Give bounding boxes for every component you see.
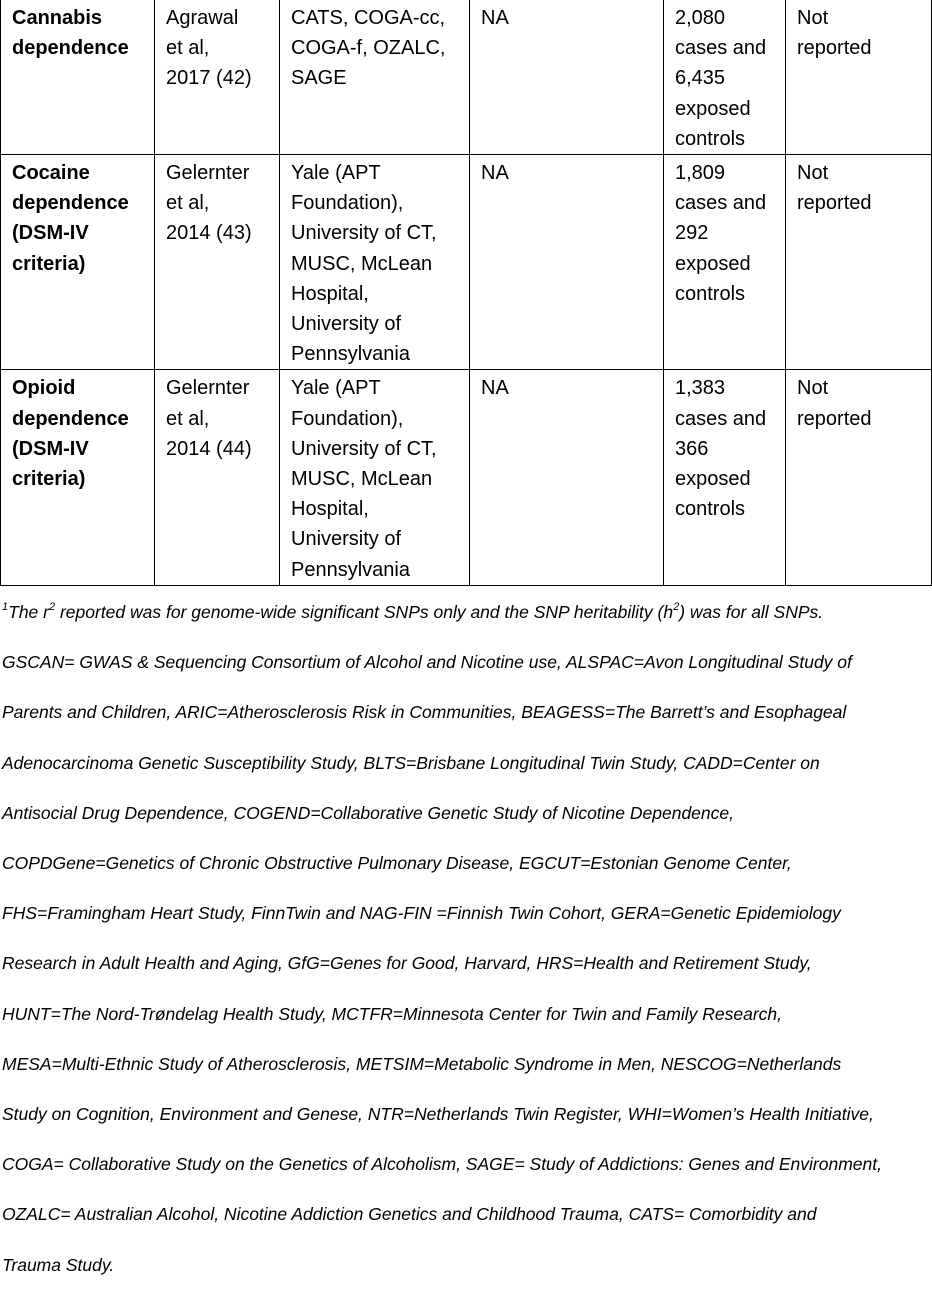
phenotype-cell — [1, 155, 155, 370]
heritability-line: Not — [797, 377, 829, 400]
footnote-text: reported was for genome-wide significant SNPs only and the SNP heritability (h — [55, 602, 674, 622]
abbreviation-line: FHS=Framingham Heart Study, FinnTwin and NAG-FIN =Finnish Twin Cohort, GERA=Genetic Epidemiology — [2, 903, 841, 924]
r2-cell — [470, 0, 664, 155]
r2-line: NA — [481, 7, 509, 29]
sample-size-line: 1,809 — [675, 162, 726, 185]
phenotype-line: (DSM-IV — [12, 222, 89, 245]
phenotype-line: criteria) — [12, 252, 86, 275]
abbreviation-line: Parents and Children, ARIC=Atherosclerosis Risk in Communities, BEAGESS=The Barrett’s and Esophageal — [2, 702, 847, 723]
study-cell — [155, 0, 280, 155]
phenotype-line: Cocaine — [12, 162, 90, 185]
abbreviation-line: Trauma Study. — [2, 1254, 115, 1275]
sample-size-line: cases and — [675, 192, 767, 215]
sample-size-line: controls — [675, 282, 746, 305]
samples-line: Foundation), — [291, 407, 404, 430]
study-line: Agrawal — [166, 7, 239, 29]
samples-cell — [280, 370, 470, 585]
abbreviation-line: GSCAN= GWAS & Sequencing Consortium of Alcohol and Nicotine use, ALSPAC=Avon Longitudinal Study of — [2, 652, 852, 673]
r2-cell — [470, 370, 664, 585]
abbreviation-line: COGA= Collaborative Study on the Genetics of Alcoholism, SAGE= Study of Addictions: Genes and Environment, — [2, 1154, 882, 1175]
sample-size-line: exposed — [675, 252, 751, 275]
phenotype-cell — [1, 0, 155, 155]
samples-line: University of — [291, 313, 402, 336]
sample-size-line: 366 — [675, 437, 709, 460]
study-line: et al, — [166, 407, 210, 430]
heritability-line: reported — [797, 407, 872, 430]
samples-line: MUSC, McLean — [291, 252, 433, 275]
samples-line: University of CT, — [291, 437, 437, 460]
phenotype-cell — [1, 370, 155, 585]
study-cell — [155, 155, 280, 370]
samples-line: Pennsylvania — [291, 558, 410, 581]
phenotype-line: dependence — [12, 37, 129, 60]
heritability-line: Not — [797, 7, 829, 29]
abbreviation-line: HUNT=The Nord-Trøndelag Health Study, MCTFR=Minnesota Center for Twin and Family Research, — [2, 1003, 782, 1024]
samples-line: Hospital, — [291, 498, 369, 521]
heritability-cell — [786, 155, 932, 370]
sample-size-line: controls — [675, 127, 746, 150]
sample-size-line: controls — [675, 498, 746, 521]
sample-size-cell — [664, 370, 786, 585]
abbreviation-line: Research in Adult Health and Aging, GfG=Genes for Good, Harvard, HRS=Health and Retirement Study, — [2, 953, 812, 974]
sample-size-line: exposed — [675, 468, 751, 491]
superscript: 2 — [48, 601, 56, 614]
r2-line: NA — [481, 162, 509, 185]
sample-size-cell — [664, 0, 786, 155]
study-line: 2014 (44) — [166, 437, 252, 460]
samples-line: Foundation), — [291, 192, 404, 215]
phenotype-line: dependence — [12, 407, 129, 430]
results-table — [0, 0, 932, 586]
r2-cell — [470, 155, 664, 370]
samples-line: COGA-f, OZALC, — [291, 37, 446, 60]
sample-size-line: 1,383 — [675, 377, 726, 400]
abbreviation-line: Adenocarcinoma Genetic Susceptibility Study, BLTS=Brisbane Longitudinal Twin Study, CADD=Center on — [2, 752, 820, 773]
footnote-text: The r — [8, 602, 49, 622]
samples-line: SAGE — [291, 67, 347, 90]
samples-line: Yale (APT — [291, 162, 381, 185]
table-footnotes — [2, 600, 932, 1303]
abbreviation-line: COPDGene=Genetics of Chronic Obstructive Pulmonary Disease, EGCUT=Estonian Genome Center, — [2, 853, 792, 874]
sample-size-line: 2,080 — [675, 7, 726, 29]
samples-line: MUSC, McLean — [291, 468, 433, 491]
study-line: 2017 (42) — [166, 67, 252, 90]
study-line: et al, — [166, 192, 210, 215]
study-line: Gelernter — [166, 162, 250, 185]
abbreviation-line: OZALC= Australian Alcohol, Nicotine Addiction Genetics and Childhood Trauma, CATS= Comorbidity and — [2, 1204, 817, 1225]
footnote-r2-h2 — [2, 600, 932, 625]
samples-cell — [280, 0, 470, 155]
samples-line: University of — [291, 528, 402, 551]
heritability-line: reported — [797, 192, 872, 215]
phenotype-line: criteria) — [12, 468, 86, 491]
superscript: 2 — [673, 601, 680, 614]
r2-line: NA — [481, 377, 509, 400]
study-cell — [155, 370, 280, 585]
samples-line: CATS, COGA-cc, — [291, 7, 446, 29]
phenotype-line: Cannabis — [12, 7, 103, 29]
phenotype-line: dependence — [12, 192, 129, 215]
footnote-text: ) was for all SNPs. — [679, 602, 824, 622]
study-line: Gelernter — [166, 377, 250, 400]
table-row — [1, 0, 932, 155]
abbreviation-line: Study on Cognition, Environment and Genese, NTR=Netherlands Twin Register, WHI=Women’s Health Initiative, — [2, 1104, 874, 1125]
sample-size-line: 292 — [675, 222, 709, 245]
phenotype-line: (DSM-IV — [12, 437, 89, 460]
phenotype-line: Opioid — [12, 377, 76, 400]
footnote-marker: 1 — [2, 601, 9, 614]
sample-size-cell — [664, 155, 786, 370]
abbreviation-line: Antisocial Drug Dependence, COGEND=Collaborative Genetic Study of Nicotine Dependence, — [2, 802, 734, 823]
samples-line: University of CT, — [291, 222, 437, 245]
sample-size-line: cases and — [675, 37, 767, 60]
heritability-line: Not — [797, 162, 829, 185]
abbreviation-line: MESA=Multi-Ethnic Study of Atherosclerosis, METSIM=Metabolic Syndrome in Men, NESCOG=Netherlands — [2, 1053, 842, 1074]
samples-line: Pennsylvania — [291, 343, 410, 366]
heritability-cell — [786, 0, 932, 155]
sample-size-line: cases and — [675, 407, 767, 430]
heritability-cell — [786, 370, 932, 585]
samples-cell — [280, 155, 470, 370]
study-line: 2014 (43) — [166, 222, 252, 245]
sample-size-line: exposed — [675, 97, 751, 120]
study-line: et al, — [166, 37, 210, 60]
samples-line: Hospital, — [291, 282, 369, 305]
heritability-line: reported — [797, 37, 872, 60]
sample-size-line: 6,435 — [675, 67, 726, 90]
table-row — [1, 370, 932, 585]
table-row — [1, 155, 932, 370]
samples-line: Yale (APT — [291, 377, 381, 400]
